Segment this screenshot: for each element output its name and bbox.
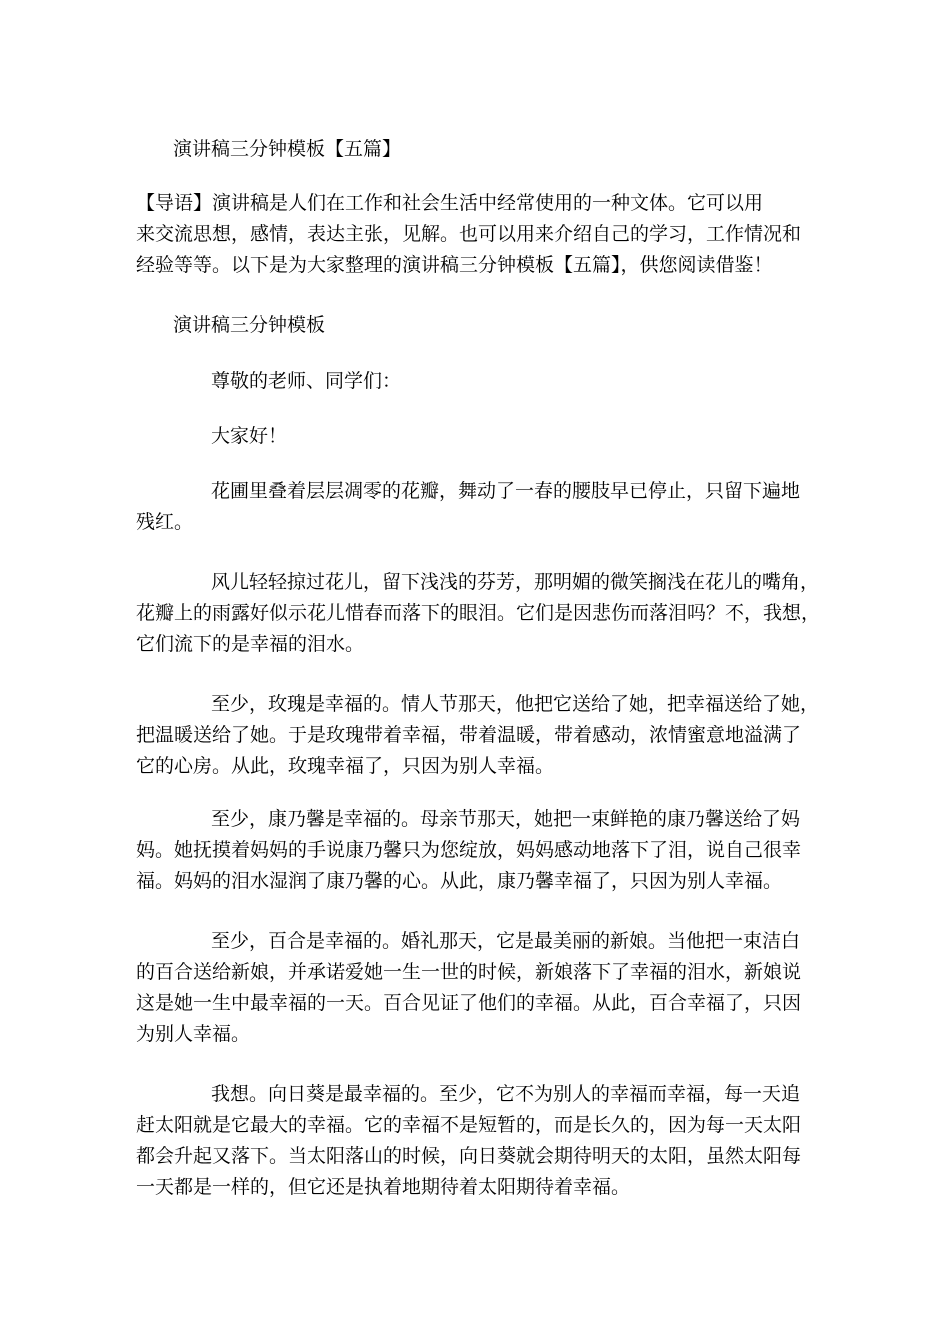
intro-line-3: 经验等等。以下是为大家整理的演讲稿三分钟模板【五篇】，供您阅读借鉴！ bbox=[136, 254, 773, 276]
title-line: 演讲稿三分钟模板【五篇】 bbox=[173, 138, 402, 160]
paragraph-line: 妈。她抚摸着妈妈的手说康乃馨只为您绽放，妈妈感动地落下了泪，说自己很幸 bbox=[136, 839, 802, 861]
paragraph-line: 我想。向日葵是最幸福的。至少，它不为别人的幸福而幸福，每一天追 bbox=[211, 1083, 801, 1105]
paragraph-line: 花圃里叠着层层凋零的花瓣，舞动了一春的腰肢早已停止，只留下遍地 bbox=[211, 480, 801, 502]
paragraph-line: 把温暖送给了她。于是玫瑰带着幸福，带着温暖，带着感动，浓情蜜意地溢满了 bbox=[136, 724, 802, 746]
paragraph-line: 至少，玫瑰是幸福的。情人节那天，他把它送给了她，把幸福送给了她， bbox=[211, 693, 820, 715]
section-title bbox=[173, 310, 325, 341]
paragraph-line: 它的心房。从此，玫瑰幸福了，只因为别人幸福。 bbox=[136, 755, 555, 777]
salutation-line: 尊敬的老师、同学们： bbox=[211, 370, 402, 392]
intro-line-2: 来交流思想，感情，表达主张，见解。也可以用来介绍自己的学习，工作情况和 bbox=[136, 223, 802, 245]
paragraph-1 bbox=[136, 476, 800, 538]
salutation bbox=[211, 366, 401, 397]
paragraph-6 bbox=[136, 1079, 801, 1203]
paragraph-3 bbox=[136, 689, 819, 782]
intro-line-1: 【导语】演讲稿是人们在工作和社会生活中经常使用的一种文体。它可以用 bbox=[136, 192, 764, 214]
paragraph-line: 它们流下的是幸福的泪水。 bbox=[136, 633, 365, 655]
paragraph-5 bbox=[136, 926, 801, 1050]
paragraph-line: 都会升起又落下。当太阳落山的时候，向日葵就会期待明天的太阳，虽然太阳每 bbox=[136, 1145, 802, 1167]
greeting bbox=[211, 421, 287, 452]
paragraph-line: 风儿轻轻掠过花儿，留下浅浅的芬芳，那明媚的微笑搁浅在花儿的嘴角， bbox=[211, 571, 820, 593]
paragraph-line: 为别人幸福。 bbox=[136, 1023, 251, 1045]
paragraph-2 bbox=[136, 567, 820, 660]
paragraph-line: 的百合送给新娘，并承诺爱她一生一世的时候，新娘落下了幸福的泪水，新娘说 bbox=[136, 961, 802, 983]
paragraph-line: 福。妈妈的泪水湿润了康乃馨的心。从此，康乃馨幸福了，只因为别人幸福。 bbox=[136, 870, 783, 892]
paragraph-line: 至少，百合是幸福的。婚礼那天，它是最美丽的新娘。当他把一束洁白 bbox=[211, 930, 801, 952]
intro-paragraph bbox=[136, 188, 801, 281]
paragraph-line: 赶太阳就是它最大的幸福。它的幸福不是短暂的，而是长久的，因为每一天太阳 bbox=[136, 1114, 802, 1136]
paragraph-line: 花瓣上的雨露好似示花儿惜春而落下的眼泪。它们是因悲伤而落泪吗？不，我想， bbox=[136, 602, 821, 624]
greeting-line: 大家好！ bbox=[211, 425, 288, 447]
paragraph-line: 这是她一生中最幸福的一天。百合见证了他们的幸福。从此，百合幸福了，只因 bbox=[136, 992, 802, 1014]
document-title bbox=[173, 134, 401, 165]
section-title-line: 演讲稿三分钟模板 bbox=[173, 314, 326, 336]
paragraph-line: 至少，康乃馨是幸福的。母亲节那天，她把一束鲜艳的康乃馨送给了妈 bbox=[211, 808, 801, 830]
paragraph-line: 残红。 bbox=[136, 511, 194, 533]
paragraph-line: 一天都是一样的，但它还是执着地期待着太阳期待着幸福。 bbox=[136, 1176, 631, 1198]
paragraph-4 bbox=[136, 804, 801, 897]
